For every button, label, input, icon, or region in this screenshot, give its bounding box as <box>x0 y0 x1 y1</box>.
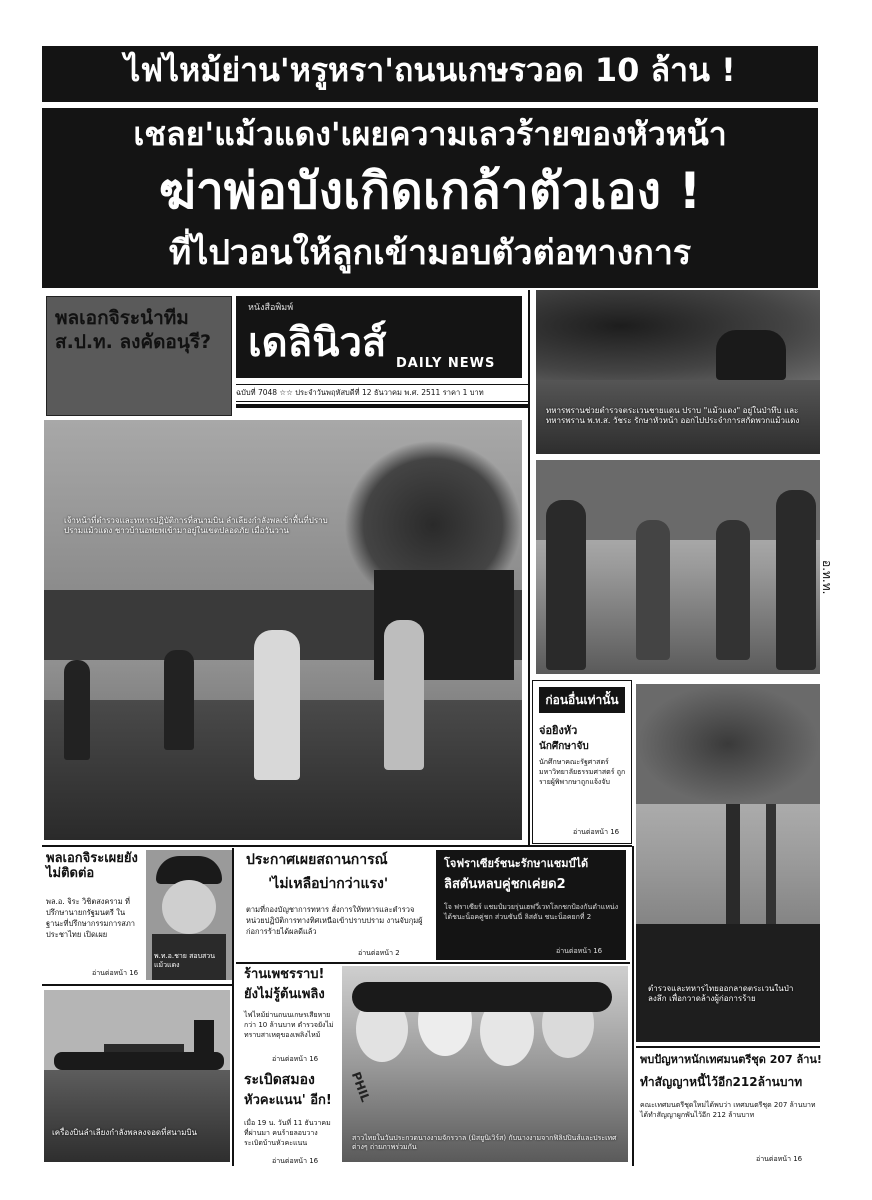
story-1-body: พล.อ. จิระ วิชิตสงคราม ที่ปรึกษานายกรัฐมนตรี ในฐานะที่ปรึกษากรรมการสภาประชาไทย เปิดเผย <box>46 897 135 939</box>
column-read-more: อ่านต่อหน้า 16 <box>573 828 620 836</box>
side-mark: อ.ท.ท. <box>820 560 834 595</box>
photo-main-airfield <box>44 420 522 840</box>
top-headline: ไฟไหม้ย่าน'หรูหรา'ถนนเกษรวอด 10 ล้าน ! <box>124 51 736 89</box>
soldier-figure <box>716 330 786 380</box>
column-title: ก่อนอื่นเท่านั้น <box>539 687 625 713</box>
column-box <box>532 680 632 844</box>
story-5 <box>238 1070 338 1166</box>
story-3-read-more: อ่านต่อหน้า 16 <box>556 947 603 955</box>
contestant-hair <box>352 982 612 1012</box>
person-figure <box>384 620 424 770</box>
person-figure <box>254 630 300 780</box>
person-figure <box>776 490 816 670</box>
main-headline-line3: ที่ไปวอนให้ลูกเข้ามอบตัวต่อทางการ <box>168 233 692 273</box>
photo-main-caption: เจ้าหน้าที่ตำรวจและทหารปฏิบัติการที่สนามบิน ลำเลียงกำลังพลเข้าพื้นที่ปราบปรามแม้วแดง ชาวบ้านอพยพเข้ามาอยู่ในเขตปลอดภัย เมื่อวันวาน <box>64 516 328 535</box>
horizontal-rule <box>42 984 232 986</box>
masthead-divider <box>236 404 528 408</box>
photo-plane-caption: เครื่องบินลำเลียงกำลังพลลงจอดที่สนามบิน <box>52 1128 198 1137</box>
masthead-issue-line: ฉบับที่ 7048 ☆☆ ประจำวันพฤหัสบดีที่ 12 ธันวาคม พ.ศ. 2511 ราคา 1 บาท <box>236 384 528 402</box>
story-1 <box>42 848 142 980</box>
horizontal-rule <box>636 1046 820 1048</box>
photo-plane <box>44 990 230 1162</box>
story-4-title-line2: ยังไม่รู้ต้นเพลิง <box>244 987 325 1002</box>
main-headline-line1: เชลย'แม้วแดง'เผยความเลวร้ายของหัวหน้า <box>133 115 727 153</box>
photo-jungle-soldiers <box>536 290 820 454</box>
story-4-body: ไฟไหม้ย่านถนนเกษรเสียหายกว่า 10 ล้านบาท ตำรวจยังไม่ทราบสาเหตุของเพลิงไหม้ <box>244 1011 334 1039</box>
masthead-english: DAILY NEWS <box>396 356 496 371</box>
teaser-text: พลเอกจิระนำทีม ส.ป.ท. ลงคัดอนุรี? <box>55 307 212 353</box>
teaser-box <box>46 296 232 416</box>
story-6-body: คณะเทศมนตรีชุดใหม่ได้พบว่า เทศมนตรีชุด 207 ล้านบาท ได้ทำสัญญาผูกพันไว้อีก 212 ล้านบาท <box>640 1101 816 1119</box>
pageant-caption: สาวไทยในวันประกวดนางงามจักรวาล (มิสยูนิเวิร์ส) กับนางงามจากฟิลิปปินส์และประเทศต่างๆ ถ่ายภาพร่วมกัน <box>352 1134 617 1151</box>
column-rule <box>632 846 634 1166</box>
story-1-title: พลเอกจิระเผยยังไม่ติดต่อ <box>46 851 138 881</box>
photo-jungle-soldiers-caption: ทหารพรานช่วยตำรวจตระเวนชายแดน ปราบ "แม้วแดง" อยู่ในป่าทึบ และทหารพราน พ.ท.ส. วัชระ รักษาหัวหน้า ออกไปประจำการสกัดพวกแม้วแดง <box>546 406 800 425</box>
story-6 <box>636 1050 820 1166</box>
person-figure <box>64 660 90 760</box>
story-4-read-more: อ่านต่อหน้า 16 <box>272 1055 319 1063</box>
column-rule <box>232 848 234 1166</box>
photo-portrait <box>146 850 232 980</box>
story-6-title-line2: ทำสัญญาหนี้ไว้อีก212ล้านบาท <box>640 1075 803 1089</box>
sash-text: PHIL <box>348 1070 373 1104</box>
story-2-title-line1: ประกาศเผยสถานการณ์ <box>246 852 388 868</box>
person-figure <box>546 500 586 670</box>
portrait-caption: พ.ท.อ.ชาย สอบสวนแม้วแดง <box>154 952 216 969</box>
masthead-name: เดลินิวส์ <box>248 320 387 366</box>
story-1-read-more: อ่านต่อหน้า 16 <box>92 969 139 977</box>
plane-tail <box>194 1020 214 1056</box>
story-5-body: เมื่อ 19 น. วันที่ 11 ธันวาคม ที่ผ่านมา คนร้ายลอบวางระเบิดบ้านหัวคะแนน <box>244 1119 331 1147</box>
photo-officers <box>536 460 820 674</box>
story-5-title-line1: ระเบิดสมอง <box>244 1072 315 1088</box>
photo-undergrowth <box>636 924 820 1042</box>
story-6-read-more: อ่านต่อหน้า 16 <box>756 1155 803 1163</box>
masthead-small-label: หนังสือพิมพ์ <box>248 303 294 313</box>
story-2 <box>238 848 428 960</box>
person-figure <box>164 650 194 750</box>
story-2-body: ตามที่กองบัญชาการทหาร สั่งการให้ทหารและตำรวจหน่วยปฏิบัติการทางทิศเหนือเข้าปราบปราม งานจับกุมผู้ก่อการร้ายได้ผลดีแล้ว <box>246 905 423 936</box>
plane-wing <box>104 1044 184 1052</box>
masthead-logo <box>236 296 522 378</box>
column-rule <box>528 290 530 846</box>
story-4-title-line1: ร้านเพชรราบ! <box>244 967 325 982</box>
main-headline-line2: ฆ่าพ่อบังเกิดเกล้าตัวเอง ! <box>158 162 702 220</box>
horizontal-rule <box>236 962 630 964</box>
story-2-read-more: อ่านต่อหน้า 2 <box>358 949 400 957</box>
column-subtitle: จ่อยิงหัว <box>539 724 578 737</box>
story-3-title-line2: ลิสตันหลบคู่ชกเค่ยด2 <box>444 877 566 892</box>
photo-canopy <box>636 684 820 804</box>
top-headline-bar <box>42 46 818 102</box>
column-body: นักศึกษาคณะรัฐศาสตร์ มหาวิทยาลัยธรรมศาสตร์ ถูกรายผู้พิพากษาถูกแจ้งจับ <box>539 758 626 786</box>
story-6-title-line1: พบปัญหาหนักเทศมนตรีชุด 207 ล้าน! <box>640 1053 822 1066</box>
person-figure <box>716 520 750 660</box>
portrait-face <box>162 880 216 934</box>
story-3-body: โจ ฟราเซียร์ แชมป์มวยรุ่นเฮฟวี่เวทโลกชกป้องกันตำแหน่งได้ชนะน็อคคู่ชก ส่วนซันนี่ ลิสตัน ชนะน็อคยกที่ 2 <box>444 903 619 921</box>
story-4 <box>238 966 338 1066</box>
story-2-title-line2: 'ไม่เหลือบ่ากว่าแรง' <box>268 876 389 892</box>
photo-pageant <box>342 966 628 1162</box>
person-figure <box>636 520 670 660</box>
main-headline-block <box>42 108 818 288</box>
story-5-read-more: อ่านต่อหน้า 16 <box>272 1157 319 1165</box>
photo-jungle-patrol-caption: ตำรวจและทหารไทยออกลาดตระเวนในป่าลงลึก เพื่อกวาดล้างผู้ก่อการร้าย <box>648 984 794 1003</box>
column-item: นักศึกษาจับ <box>539 741 589 752</box>
story-3-title-line1: โจฟราเซียร์ชนะรักษาแชมป์ได้ <box>444 857 589 870</box>
horizontal-rule <box>42 845 632 847</box>
story-5-title-line2: หัวคะแนน' อีก! <box>244 1093 332 1108</box>
story-3 <box>436 850 626 960</box>
photo-jungle-patrol <box>636 684 820 1042</box>
